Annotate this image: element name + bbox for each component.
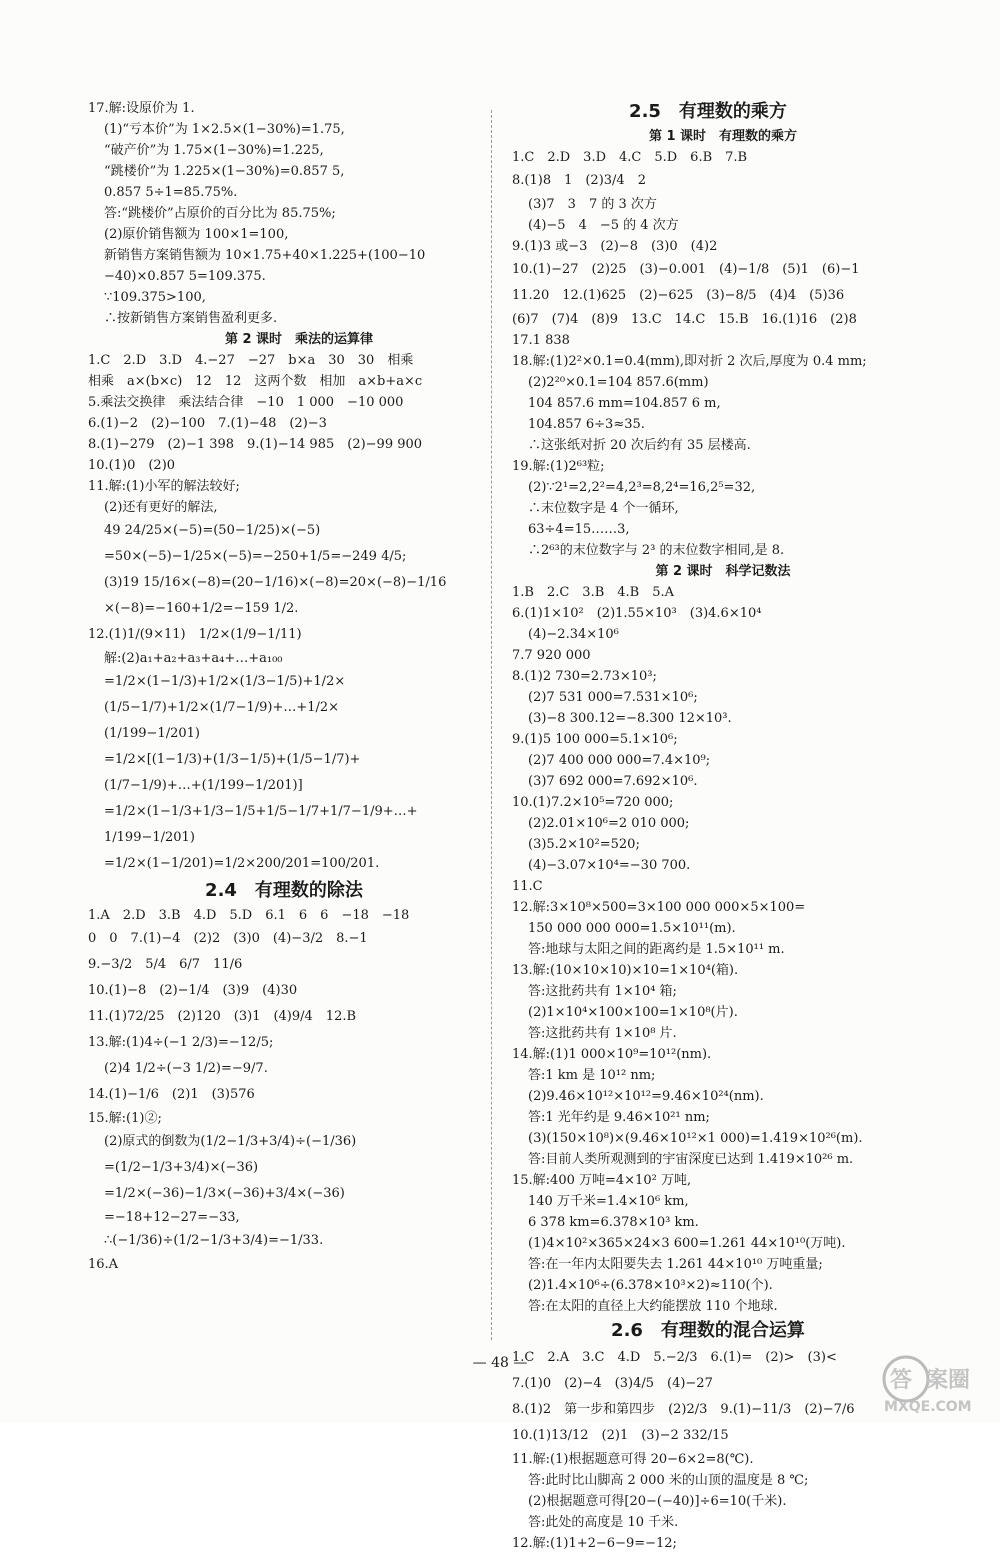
answer-line: (3)7 3 7 的 3 次方 <box>528 197 657 212</box>
answer-line: 10.(1)0 (2)0 <box>88 458 176 473</box>
answer-line: ∴按新销售方案销售盈利更多. <box>104 311 278 326</box>
answer-line: 9.(1)3 或−3 (2)−8 (3)0 (4)2 <box>512 239 718 254</box>
answer-line: 15.解:400 万吨=4×10² 万吨, <box>512 1173 692 1188</box>
answer-line: 12.解:3×10⁸×500=3×100 000 000×5×100= <box>512 900 806 915</box>
answer-line: 10.(1)−27 (2)25 (3)−0.001 (4)−1/8 (5)1 (6)−1 <box>512 262 860 277</box>
answer-line: (2)还有更好的解法, <box>104 500 218 515</box>
answer-line: 15.解:(1)②; <box>88 1111 162 1126</box>
left-column <box>88 98 480 1275</box>
answer-line: 答:这批药共有 1×10⁴ 箱; <box>528 984 677 999</box>
answer-line: 49 24/25×(−5)=(50−1/25)×(−5) <box>104 523 321 538</box>
answer-line: (1/7−1/9)+…+(1/199−1/201)] <box>104 778 303 793</box>
answer-line: 6.(1)1×10² (2)1.55×10³ (3)4.6×10⁴ <box>512 606 762 621</box>
answer-line: 104 857.6 mm=104.857 6 m, <box>528 396 721 411</box>
section-heading: 2.4 有理数的除法 <box>205 880 363 901</box>
answer-line: 答:此处的高度是 10 千米. <box>528 1515 679 1530</box>
answer-line: 13.解:(1)4÷(−1 2/3)=−12/5; <box>88 1035 274 1050</box>
watermark-logo <box>876 1353 994 1417</box>
answer-line: (2)9.46×10¹²×10¹²=9.46×10²⁴(nm). <box>528 1089 764 1104</box>
answer-line: 11.解:(1)根据题意可得 20−6×2=8(℃). <box>512 1452 754 1467</box>
answer-line: (3)5.2×10²=520; <box>528 837 640 852</box>
answer-line: 1.C 2.D 3.D 4.−27 −27 b×a 30 30 相乘 <box>88 353 414 368</box>
answer-line: (4)−5 4 −5 的 4 次方 <box>528 218 679 233</box>
lesson-subheading: 第 1 课时 有理数的乘方 <box>648 129 798 144</box>
answer-line: 17.1 838 <box>512 333 570 348</box>
svg-text:MXQE.COM: MXQE.COM <box>884 1399 972 1415</box>
answer-line: 8.(1)2 730=2.73×10³; <box>512 669 657 684</box>
answer-line: 1/199−1/201) <box>104 830 195 845</box>
answer-line: 14.解:(1)1 000×10⁹=10¹²(nm). <box>512 1047 712 1062</box>
answer-line: =50×(−5)−1/25×(−5)=−250+1/5=−249 4/5; <box>104 549 407 564</box>
answer-line: 9.−3/2 5/4 6/7 11/6 <box>88 957 243 972</box>
answer-line: 7.(1)0 (2)−4 (3)4/5 (4)−27 <box>512 1376 713 1391</box>
answer-line: (2)2²⁰×0.1=104 857.6(mm) <box>528 375 709 390</box>
answer-line: =1/2×(−36)−1/3×(−36)+3/4×(−36) <box>104 1186 345 1201</box>
answer-line: =(1/2−1/3+3/4)×(−36) <box>104 1160 259 1175</box>
answer-line: (3)−8 300.12=−8.300 12×10³. <box>528 711 732 726</box>
answer-line: ∴(−1/36)÷(1/2−1/3+3/4)=−1/33. <box>104 1233 324 1248</box>
svg-text:答: 答 <box>890 1368 913 1393</box>
answer-line: 10.(1)−8 (2)−1/4 (3)9 (4)30 <box>88 983 298 998</box>
answer-line: (1)4×10²×365×24×3 600=1.261 44×10¹⁰(万吨). <box>528 1236 846 1251</box>
answer-line: 答:目前人类所观测到的宇宙深度已达到 1.419×10²⁶ m. <box>528 1152 854 1167</box>
answer-line: 63÷4=15……3, <box>528 522 630 537</box>
answer-line: =1/2×(1−1/201)=1/2×200/201=100/201. <box>104 856 380 871</box>
answer-line: 11.20 12.(1)625 (2)−625 (3)−8/5 (4)4 (5)36 <box>512 288 845 303</box>
answer-line: 18.解:(1)2²×0.1=0.4(mm),即对折 2 次后,厚度为 0.4 mm; <box>512 354 867 369</box>
answer-line: “跳楼价”为 1.225×(1−30%)=0.857 5, <box>104 164 345 179</box>
answer-line: 答:这批药共有 1×10⁸ 片. <box>528 1026 677 1041</box>
page-number: — 48 — <box>472 1355 528 1371</box>
answer-line: 新销售方案销售额为 10×1.75+40×1.225+(100−10 <box>104 248 426 263</box>
answer-line: 答:1 km 是 10¹² nm; <box>528 1068 656 1083</box>
answer-line: (6)7 (7)4 (8)9 13.C 14.C 15.B 16.(1)16 (2)8 <box>512 312 857 327</box>
answer-line: (2)原价销售额为 100×1=100, <box>104 227 289 242</box>
lesson-subheading: 第 2 课时 乘法的运算律 <box>224 332 374 347</box>
answer-line: 14.(1)−1/6 (2)1 (3)576 <box>88 1087 255 1102</box>
answer-line: (1/5−1/7)+1/2×(1/7−1/9)+…+1/2× <box>104 700 340 715</box>
answer-line: (3)(150×10⁸)×(9.46×10¹²×1 000)=1.419×10²⁶(m). <box>528 1131 863 1146</box>
answer-line: 7.7 920 000 <box>512 648 591 663</box>
answer-line: (2)2.01×10⁶=2 010 000; <box>528 816 690 831</box>
answer-line: 11.(1)72/25 (2)120 (3)1 (4)9/4 12.B <box>88 1009 357 1024</box>
right-column <box>512 98 904 1554</box>
answer-line: 答:1 光年约是 9.46×10²¹ nm; <box>528 1110 710 1125</box>
answer-line: ∴末位数字是 4 个一循环, <box>528 501 679 516</box>
answer-line: −40)×0.857 5=109.375. <box>104 269 266 284</box>
answer-line: 1.B 2.C 3.B 4.B 5.A <box>512 585 675 600</box>
answer-line: 相乘 a×(b×c) 12 12 这两个数 相加 a×b+a×c <box>88 374 423 389</box>
answer-line: 8.(1)−279 (2)−1 398 9.(1)−14 985 (2)−99 900 <box>88 437 423 452</box>
answer-line: (2)7 531 000=7.531×10⁶; <box>528 690 698 705</box>
answer-line: 16.A <box>88 1257 119 1272</box>
answer-line: 8.(1)8 1 (2)3/4 2 <box>512 173 646 188</box>
answer-line: (1/199−1/201) <box>104 726 200 741</box>
answer-line: 6.(1)−2 (2)−100 7.(1)−48 (2)−3 <box>88 416 327 431</box>
column-divider <box>491 110 492 1340</box>
answer-line: =−18+12−27=−33, <box>104 1210 240 1225</box>
answer-line: (2)1.4×10⁶÷(6.378×10³×2)≈110(个). <box>528 1278 773 1293</box>
answer-line: 13.解:(10×10×10)×10=1×10⁴(箱). <box>512 963 739 978</box>
answer-line: 11.解:(1)小军的解法较好; <box>88 479 240 494</box>
answer-line: (2)根据题意可得[20−(−40)]÷6=10(千米). <box>528 1494 787 1509</box>
answer-line: 答:此时比山脚高 2 000 米的山顶的温度是 8 ℃; <box>528 1473 809 1488</box>
answer-line: 140 万千米=1.4×10⁶ km, <box>528 1194 689 1209</box>
answer-line: ∵109.375>100, <box>104 290 206 305</box>
answer-line: (3)7 692 000=7.692×10⁶. <box>528 774 698 789</box>
answer-line: =1/2×[(1−1/3)+(1/3−1/5)+(1/5−1/7)+ <box>104 752 361 767</box>
section-heading: 2.5 有理数的乘方 <box>629 101 787 122</box>
answer-line: 1.C 2.D 3.D 4.C 5.D 6.B 7.B <box>512 150 748 165</box>
answer-line: 9.(1)5 100 000=5.1×10⁶; <box>512 732 678 747</box>
answer-line: “破产价”为 1.75×(1−30%)=1.225, <box>104 143 324 158</box>
answer-line: 1.A 2.D 3.B 4.D 5.D 6.1 6 6 −18 −18 <box>88 908 410 923</box>
answer-line: (2)4 1/2÷(−3 1/2)=−9/7. <box>104 1061 268 1076</box>
answer-line: 答:在太阳的直径上大约能摆放 110 个地球. <box>528 1299 778 1314</box>
answer-line: 解:(2)a₁+a₂+a₃+a₄+…+a₁₀₀ <box>104 651 283 666</box>
answer-line: ×(−8)=−160+1/2=−159 1/2. <box>104 601 299 616</box>
answer-line: 答:“跳楼价”占原价的百分比为 85.75%; <box>104 206 336 221</box>
answer-line: (1)“亏本价”为 1×2.5×(1−30%)=1.75, <box>104 122 345 137</box>
answer-line: 6 378 km=6.378×10³ km. <box>528 1215 699 1230</box>
answer-line: 10.(1)13/12 (2)1 (3)−2 332/15 <box>512 1428 729 1443</box>
answer-line: 17.解:设原价为 1. <box>88 101 195 116</box>
answer-line: ∴这张纸对折 20 次后约有 35 层楼高. <box>528 438 751 453</box>
answer-line: 12.解:(1)1+2−6−9=−12; <box>512 1536 677 1551</box>
answer-line: 19.解:(1)2⁶³粒; <box>512 459 605 474</box>
answer-line: (2)原式的倒数为(1/2−1/3+3/4)÷(−1/36) <box>104 1134 357 1149</box>
answer-line: 104.857 6÷3≈35. <box>528 417 645 432</box>
answer-line: 答:在一年内太阳要失去 1.261 44×10¹⁰ 万吨重量; <box>528 1257 823 1272</box>
answer-line: (4)−2.34×10⁶ <box>528 627 619 642</box>
answer-line: (4)−3.07×10⁴=−30 700. <box>528 858 691 873</box>
answer-line: 10.(1)7.2×10⁵=720 000; <box>512 795 674 810</box>
answer-line: 答:地球与太阳之间的距离约是 1.5×10¹¹ m. <box>528 942 785 957</box>
answer-line: =1/2×(1−1/3)+1/2×(1/3−1/5)+1/2× <box>104 674 346 689</box>
answer-line: ∴2⁶³的末位数字与 2³ 的末位数字相同,是 8. <box>528 543 785 558</box>
answer-line: (3)19 15/16×(−8)=(20−1/16)×(−8)=20×(−8)−1/16 <box>104 575 447 590</box>
answer-line: 8.(1)2 第一步和第四步 (2)2/3 9.(1)−11/3 (2)−7/6 <box>512 1402 855 1417</box>
svg-text:案圈: 案圈 <box>926 1368 971 1393</box>
answer-line: 1.C 2.A 3.C 4.D 5.−2/3 6.(1)= (2)> (3)< <box>512 1350 837 1365</box>
answer-line: 11.C <box>512 879 543 894</box>
answer-line: 0.857 5÷1=85.75%. <box>104 185 238 200</box>
section-heading: 2.6 有理数的混合运算 <box>611 1320 805 1341</box>
answer-line: 12.(1)1/(9×11) 1/2×(1/9−1/11) <box>88 627 302 642</box>
answer-line: (2)1×10⁴×100×100=1×10⁸(片). <box>528 1005 738 1020</box>
answer-line: (2)∵2¹=2,2²=4,2³=8,2⁴=16,2⁵=32, <box>528 480 756 495</box>
lesson-subheading: 第 2 课时 科学记数法 <box>655 564 791 579</box>
answer-line: (2)7 400 000 000=7.4×10⁹; <box>528 753 711 768</box>
answer-line: =1/2×(1−1/3+1/3−1/5+1/5−1/7+1/7−1/9+…+ <box>104 804 418 819</box>
answer-line: 0 0 7.(1)−4 (2)2 (3)0 (4)−3/2 8.−1 <box>88 931 368 946</box>
answer-line: 150 000 000 000=1.5×10¹¹(m). <box>528 921 736 936</box>
answer-line: 5.乘法交换律 乘法结合律 −10 1 000 −10 000 <box>88 395 404 410</box>
